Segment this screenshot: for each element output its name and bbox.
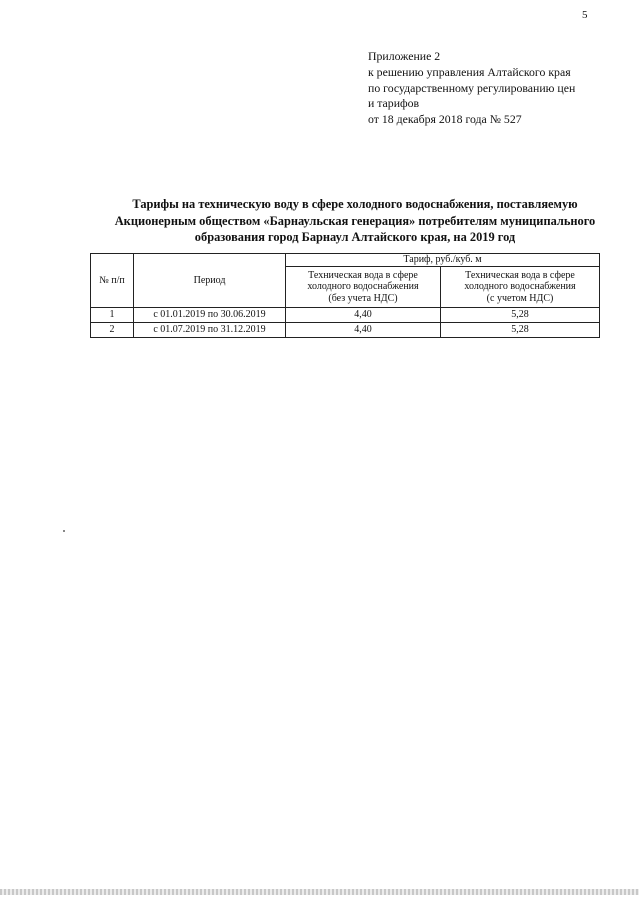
header-tariff-with-vat bbox=[441, 267, 600, 308]
scan-bottom-edge bbox=[0, 889, 639, 895]
title-line: Акционерным обществом «Барнаульская генерация» потребителям муниципального bbox=[114, 213, 596, 228]
header-tariff-group: Тариф, руб./куб. м bbox=[286, 254, 600, 267]
cell-tariff-with-vat: 5,28 bbox=[441, 308, 600, 323]
header-period: Период bbox=[134, 254, 286, 308]
cell-period: с 01.01.2019 по 30.06.2019 bbox=[134, 308, 286, 323]
appendix-line: по государственному регулированию цен bbox=[368, 80, 576, 95]
header-tariff-no-vat bbox=[286, 267, 441, 308]
cell-num: 1 bbox=[91, 308, 134, 323]
cell-period: с 01.07.2019 по 31.12.2019 bbox=[134, 323, 286, 338]
header-line: (без учета НДС) bbox=[328, 292, 398, 304]
page-number: 5 bbox=[582, 9, 588, 21]
document-title bbox=[78, 196, 632, 246]
cell-tariff-with-vat: 5,28 bbox=[441, 323, 600, 338]
title-line: образования город Барнаул Алтайского края, на 2019 год bbox=[194, 230, 516, 245]
cell-tariff-no-vat: 4,40 bbox=[286, 308, 441, 323]
header-num: № п/п bbox=[91, 254, 134, 308]
table-row bbox=[91, 308, 600, 323]
header-line: холодного водоснабжения bbox=[464, 281, 576, 293]
cell-num: 2 bbox=[91, 323, 134, 338]
appendix-line: к решению управления Алтайского края bbox=[368, 64, 571, 79]
scan-speck bbox=[63, 530, 65, 532]
header-line: (с учетом НДС) bbox=[486, 292, 554, 304]
appendix-header bbox=[368, 49, 618, 128]
title-line: Тарифы на техническую воду в сфере холодного водоснабжения, поставляемую bbox=[132, 197, 578, 211]
tariff-table bbox=[90, 253, 600, 338]
appendix-line: от 18 декабря 2018 года № 527 bbox=[368, 112, 522, 127]
header-line: Техническая вода в сфере bbox=[308, 269, 418, 281]
cell-tariff-no-vat: 4,40 bbox=[286, 323, 441, 338]
header-line: холодного водоснабжения bbox=[307, 281, 419, 293]
appendix-line: и тарифов bbox=[368, 96, 420, 111]
appendix-line: Приложение 2 bbox=[368, 49, 441, 63]
header-line: Техническая вода в сфере bbox=[465, 269, 575, 281]
table-row bbox=[91, 323, 600, 338]
